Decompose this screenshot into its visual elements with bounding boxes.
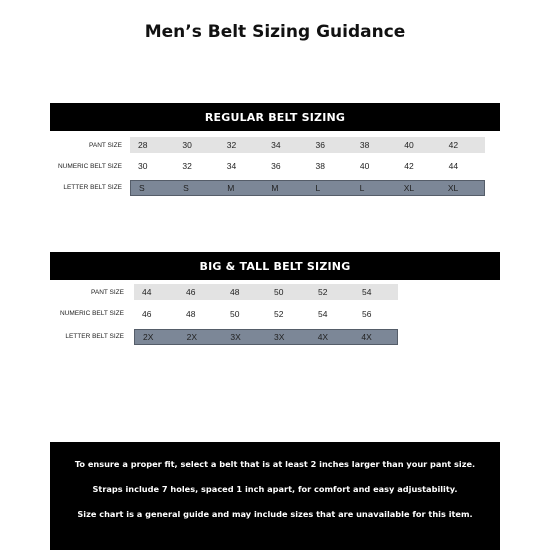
fit-note-1: To ensure a proper fit, select a belt that is at least 2 inches larger than your pant size. (74, 459, 476, 469)
regular-pant-size-cell: 30 (182, 140, 192, 150)
regular-letter-size-cell: M (271, 183, 279, 193)
bigtall-pant-size-cell: 54 (362, 287, 372, 297)
bigtall-letter-size-label: LETTER BELT SIZE (65, 333, 124, 340)
bigtall-numeric-size-row (134, 306, 398, 322)
regular-numeric-size-row (130, 158, 485, 174)
bigtall-numeric-size-cell: 56 (362, 309, 372, 319)
regular-letter-size-cell: L (359, 183, 365, 193)
regular-numeric-size-cell: 44 (448, 161, 459, 171)
regular-pant-size-cell: 28 (138, 140, 148, 150)
bigtall-pant-size-cell: 50 (274, 287, 284, 297)
regular-letter-size-cell: S (139, 183, 145, 193)
regular-pant-size-row (130, 137, 485, 153)
regular-numeric-size-label: NUMERIC BELT SIZE (57, 163, 122, 170)
bigtall-numeric-size-cell: 50 (230, 309, 240, 319)
regular-numeric-size-cell: 34 (226, 161, 237, 171)
regular-numeric-size-cell: 40 (359, 161, 370, 171)
regular-pant-size-cell: 32 (226, 140, 237, 150)
bigtall-letter-size-cell: 3X (230, 332, 241, 342)
regular-letter-size-cell: XL (447, 183, 459, 193)
regular-numeric-size-cell: 30 (138, 161, 148, 171)
regular-letter-size-row (130, 180, 485, 196)
bigtall-pant-size-label: PANT SIZE (91, 289, 124, 296)
fit-notes-panel (50, 442, 500, 550)
bigtall-numeric-size-cell: 54 (318, 309, 328, 319)
regular-pant-size-cell: 42 (448, 140, 459, 150)
regular-letter-size-cell: XL (403, 183, 415, 193)
bigtall-letter-size-cell: 4X (361, 332, 372, 342)
regular-letter-size-label: LETTER BELT SIZE (63, 184, 122, 191)
regular-numeric-size-cell: 42 (404, 161, 414, 171)
regular-pant-size-label: PANT SIZE (89, 142, 122, 149)
regular-pant-size-cell: 36 (315, 140, 325, 150)
bigtall-pant-size-row (134, 284, 398, 300)
bigtall-pant-size-cell: 46 (186, 287, 196, 297)
bigtall-letter-size-cell: 4X (317, 332, 329, 342)
bigtall-numeric-size-label: NUMERIC BELT SIZE (59, 310, 124, 317)
regular-letter-size-cell: L (315, 183, 321, 193)
regular-numeric-size-cell: 32 (182, 161, 192, 171)
regular-numeric-size-cell: 38 (315, 161, 325, 171)
regular-pant-size-cell: 40 (404, 140, 414, 150)
bigtall-letter-size-row (134, 329, 398, 345)
bigtall-pant-size-cell: 44 (142, 287, 152, 297)
bigtall-letter-size-cell: 3X (274, 332, 285, 342)
bigtall-numeric-size-cell: 46 (142, 309, 152, 319)
regular-letter-size-cell: S (183, 183, 189, 193)
bigtall-letter-size-cell: 2X (186, 332, 198, 342)
regular-sizing-header: REGULAR BELT SIZING (50, 103, 500, 131)
bigtall-pant-size-cell: 52 (318, 287, 328, 297)
bigtall-letter-size-cell: 2X (143, 332, 154, 342)
fit-note-2: Straps include 7 holes, spaced 1 inch apart, for comfort and easy adjustability. (92, 484, 458, 494)
regular-letter-size-cell: M (227, 183, 235, 193)
regular-numeric-size-cell: 36 (271, 161, 281, 171)
bigtall-numeric-size-cell: 48 (186, 309, 196, 319)
regular-pant-size-cell: 38 (359, 140, 370, 150)
bigtall-numeric-size-cell: 52 (274, 309, 284, 319)
bigtall-sizing-header: BIG & TALL BELT SIZING (50, 252, 500, 280)
page-title: Men’s Belt Sizing Guidance (144, 22, 406, 42)
bigtall-pant-size-cell: 48 (230, 287, 240, 297)
regular-pant-size-cell: 34 (271, 140, 281, 150)
fit-note-3: Size chart is a general guide and may include sizes that are unavailable for this item. (77, 509, 473, 519)
